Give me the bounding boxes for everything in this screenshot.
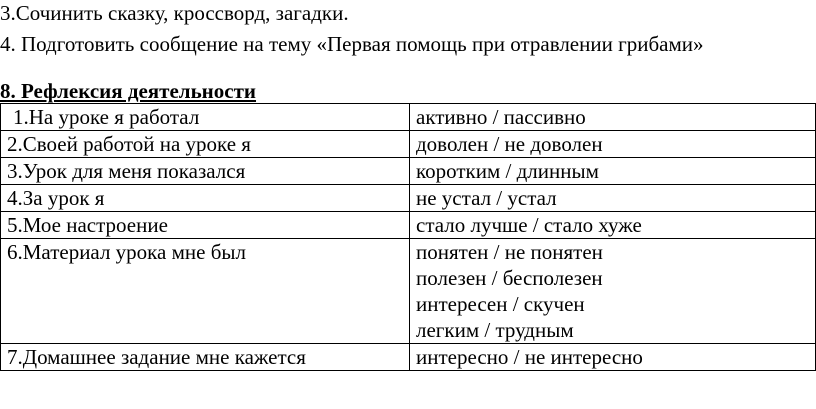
answer-option: интересен / скучен	[416, 292, 585, 316]
section-heading: 8. Рефлексия деятельности	[0, 79, 257, 103]
answer-cell: коротким / длинным	[410, 158, 816, 185]
answer-cell: стало лучше / стало хуже	[410, 212, 816, 239]
question-cell: 2.Своей работой на уроке я	[1, 131, 410, 158]
question-cell: 4.За урок я	[1, 185, 410, 212]
answer-cell	[410, 239, 816, 344]
table-row	[1, 239, 816, 344]
question-cell: 5.Мое настроение	[1, 212, 410, 239]
table-row	[1, 158, 816, 185]
answer-cell: доволен / не доволен	[410, 131, 816, 158]
answer-option: легким / трудным	[416, 318, 574, 342]
answer-cell: активно / пассивно	[410, 104, 816, 131]
question-cell: 3.Урок для меня показался	[1, 158, 410, 185]
homework-task-3: 3.Сочинить сказку, кроссворд, загадки.	[0, 1, 349, 25]
reflection-table	[0, 103, 816, 371]
answer-option: полезен / бесполезен	[416, 266, 603, 290]
table-row	[1, 185, 816, 212]
question-cell: 6.Материал урока мне был	[1, 239, 410, 344]
answer-cell: интересно / не интересно	[410, 344, 816, 371]
answer-cell: не устал / устал	[410, 185, 816, 212]
question-cell: 7.Домашнее задание мне кажется	[1, 344, 410, 371]
table-row	[1, 131, 816, 158]
table-row	[1, 104, 816, 131]
question-cell: 1.На уроке я работал	[1, 104, 410, 131]
table-row	[1, 344, 816, 371]
table-row	[1, 212, 816, 239]
homework-task-4: 4. Подготовить сообщение на тему «Первая помощь при отравлении грибами»	[0, 32, 704, 56]
answer-option: понятен / не понятен	[416, 240, 603, 264]
